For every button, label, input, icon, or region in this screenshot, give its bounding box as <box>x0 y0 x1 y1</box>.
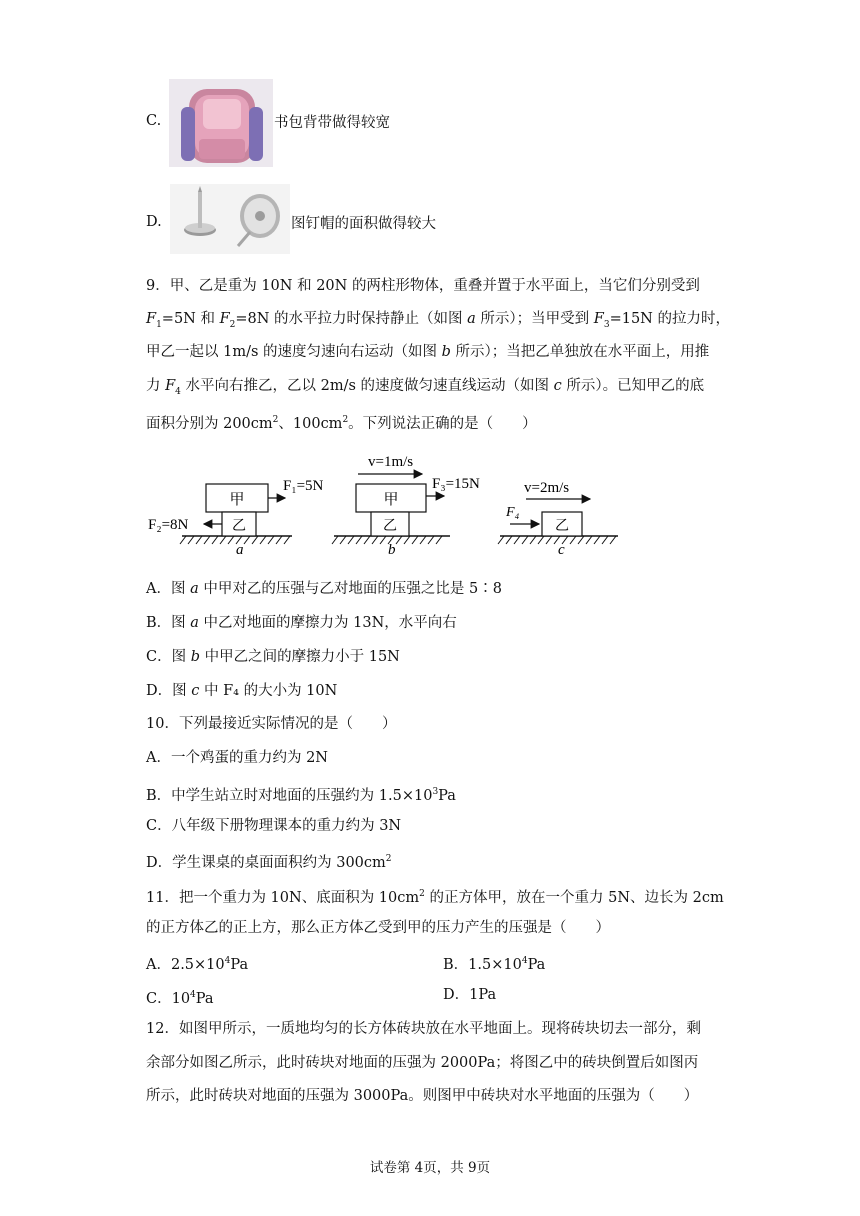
figure-b <box>332 454 480 558</box>
q11-option-a: A．$2.5\times 10^4Pa$ <box>146 956 249 973</box>
q9-figure <box>140 446 640 558</box>
q10-option-b: B．中学生站立时对地面的压强约为 $1.5\times 10^3Pa$ <box>146 787 456 804</box>
q10-option-a: A．一个鸡蛋的重力约为 2N <box>146 750 328 766</box>
q9-line5: 面积分别为 $200cm^2$、$100cm^2$。下列说法正确的是（ ） <box>146 415 537 432</box>
q9-option-a: A．图 a 中甲对乙的压强与乙对地面的压强之比是 5∶8 <box>146 581 502 597</box>
svg-text:甲: 甲 <box>229 492 245 508</box>
page-footer: 试卷第 4页，共 9页 <box>369 1160 491 1176</box>
q9-line4: 力 $F_4$ 水平向右推乙，乙以 2m/s 的速度做匀速直线运动（如图 c 所示）。已知甲乙的底 <box>146 378 705 397</box>
option-c-label: C. <box>146 113 162 129</box>
q9-line2: $F_1=5N$ 和 $F_2=8N$ 的水平拉力时保持静止（如图 a 所示）；当甲受到 $F_3=15N$ 的拉力时， <box>146 311 730 330</box>
svg-text:c: c <box>558 542 565 558</box>
svg-text:乙: 乙 <box>555 519 569 534</box>
backpack-photo-icon <box>169 79 273 167</box>
q11-line1: 11．把一个重力为 10N、底面积为 $10cm^2$ 的正方体甲，放在一个重力 5N、边长为 2cm <box>146 889 724 906</box>
q10-stem: 10．下列最接近实际情况的是（ ） <box>146 716 397 732</box>
svg-text:乙: 乙 <box>383 519 397 534</box>
q11-option-c: C．$10^4Pa$ <box>146 990 214 1007</box>
q11-option-b: B．$1.5\times 10^4Pa$ <box>443 956 546 973</box>
svg-text:F₃=15N: F₃=15N <box>432 476 480 492</box>
svg-text:v=1m/s: v=1m/s <box>368 454 414 470</box>
q10-option-c: C．八年级下册物理课本的重力约为 3N <box>146 818 402 834</box>
svg-text:v=2m/s: v=2m/s <box>524 480 570 496</box>
option-c-text: 书包背带做得较宽 <box>274 115 390 131</box>
figure-c <box>498 480 618 558</box>
q9-option-d: D．图 c 中 F₄ 的大小为 10N <box>146 683 338 699</box>
q9-line3: 甲乙一起以 1m/s 的速度匀速向右运动（如图 b 所示）；当把乙单独放在水平面上，用推 <box>146 344 710 360</box>
svg-text:b: b <box>388 542 396 558</box>
option-d-label: D. <box>146 214 162 230</box>
svg-text:F₁=5N: F₁=5N <box>283 478 324 494</box>
q11-option-d: D．1Pa <box>443 987 497 1003</box>
option-d-text: 图钉帽的面积做得较大 <box>291 216 436 232</box>
q12-line1: 12．如图甲所示，一质地均匀的长方体砖块放在水平地面上。现将砖块切去一部分，剩 <box>146 1021 701 1037</box>
q12-line3: 所示，此时砖块对地面的压强为 3000Pa。则图甲中砖块对水平地面的压强为（ ） <box>146 1088 699 1104</box>
q11-line2: 的正方体乙的正上方，那么正方体乙受到甲的压力产生的压强是（ ） <box>146 920 610 936</box>
q9-option-b: B．图 a 中乙对地面的摩擦力为 13N，水平向右 <box>146 615 457 631</box>
q10-option-d: D．学生课桌的桌面面积约为 $300cm^2$ <box>146 854 392 871</box>
thumbtack-photo-icon <box>170 184 290 254</box>
svg-text:F₄: F₄ <box>506 505 520 520</box>
svg-text:a: a <box>236 542 244 558</box>
svg-text:甲: 甲 <box>383 492 399 508</box>
q9-option-c: C．图 b 中甲乙之间的摩擦力小于 15N <box>146 649 400 665</box>
svg-text:乙: 乙 <box>232 519 246 534</box>
figure-a <box>148 478 324 558</box>
q9-line1: 9．甲、乙是重为 10N 和 20N 的两柱形物体，重叠并置于水平面上，当它们分别受到 <box>146 278 700 294</box>
svg-text:F₂=8N: F₂=8N <box>148 517 189 533</box>
q12-line2: 余部分如图乙所示，此时砖块对地面的压强为 2000Pa；将图乙中的砖块倒置后如图丙 <box>146 1055 699 1071</box>
